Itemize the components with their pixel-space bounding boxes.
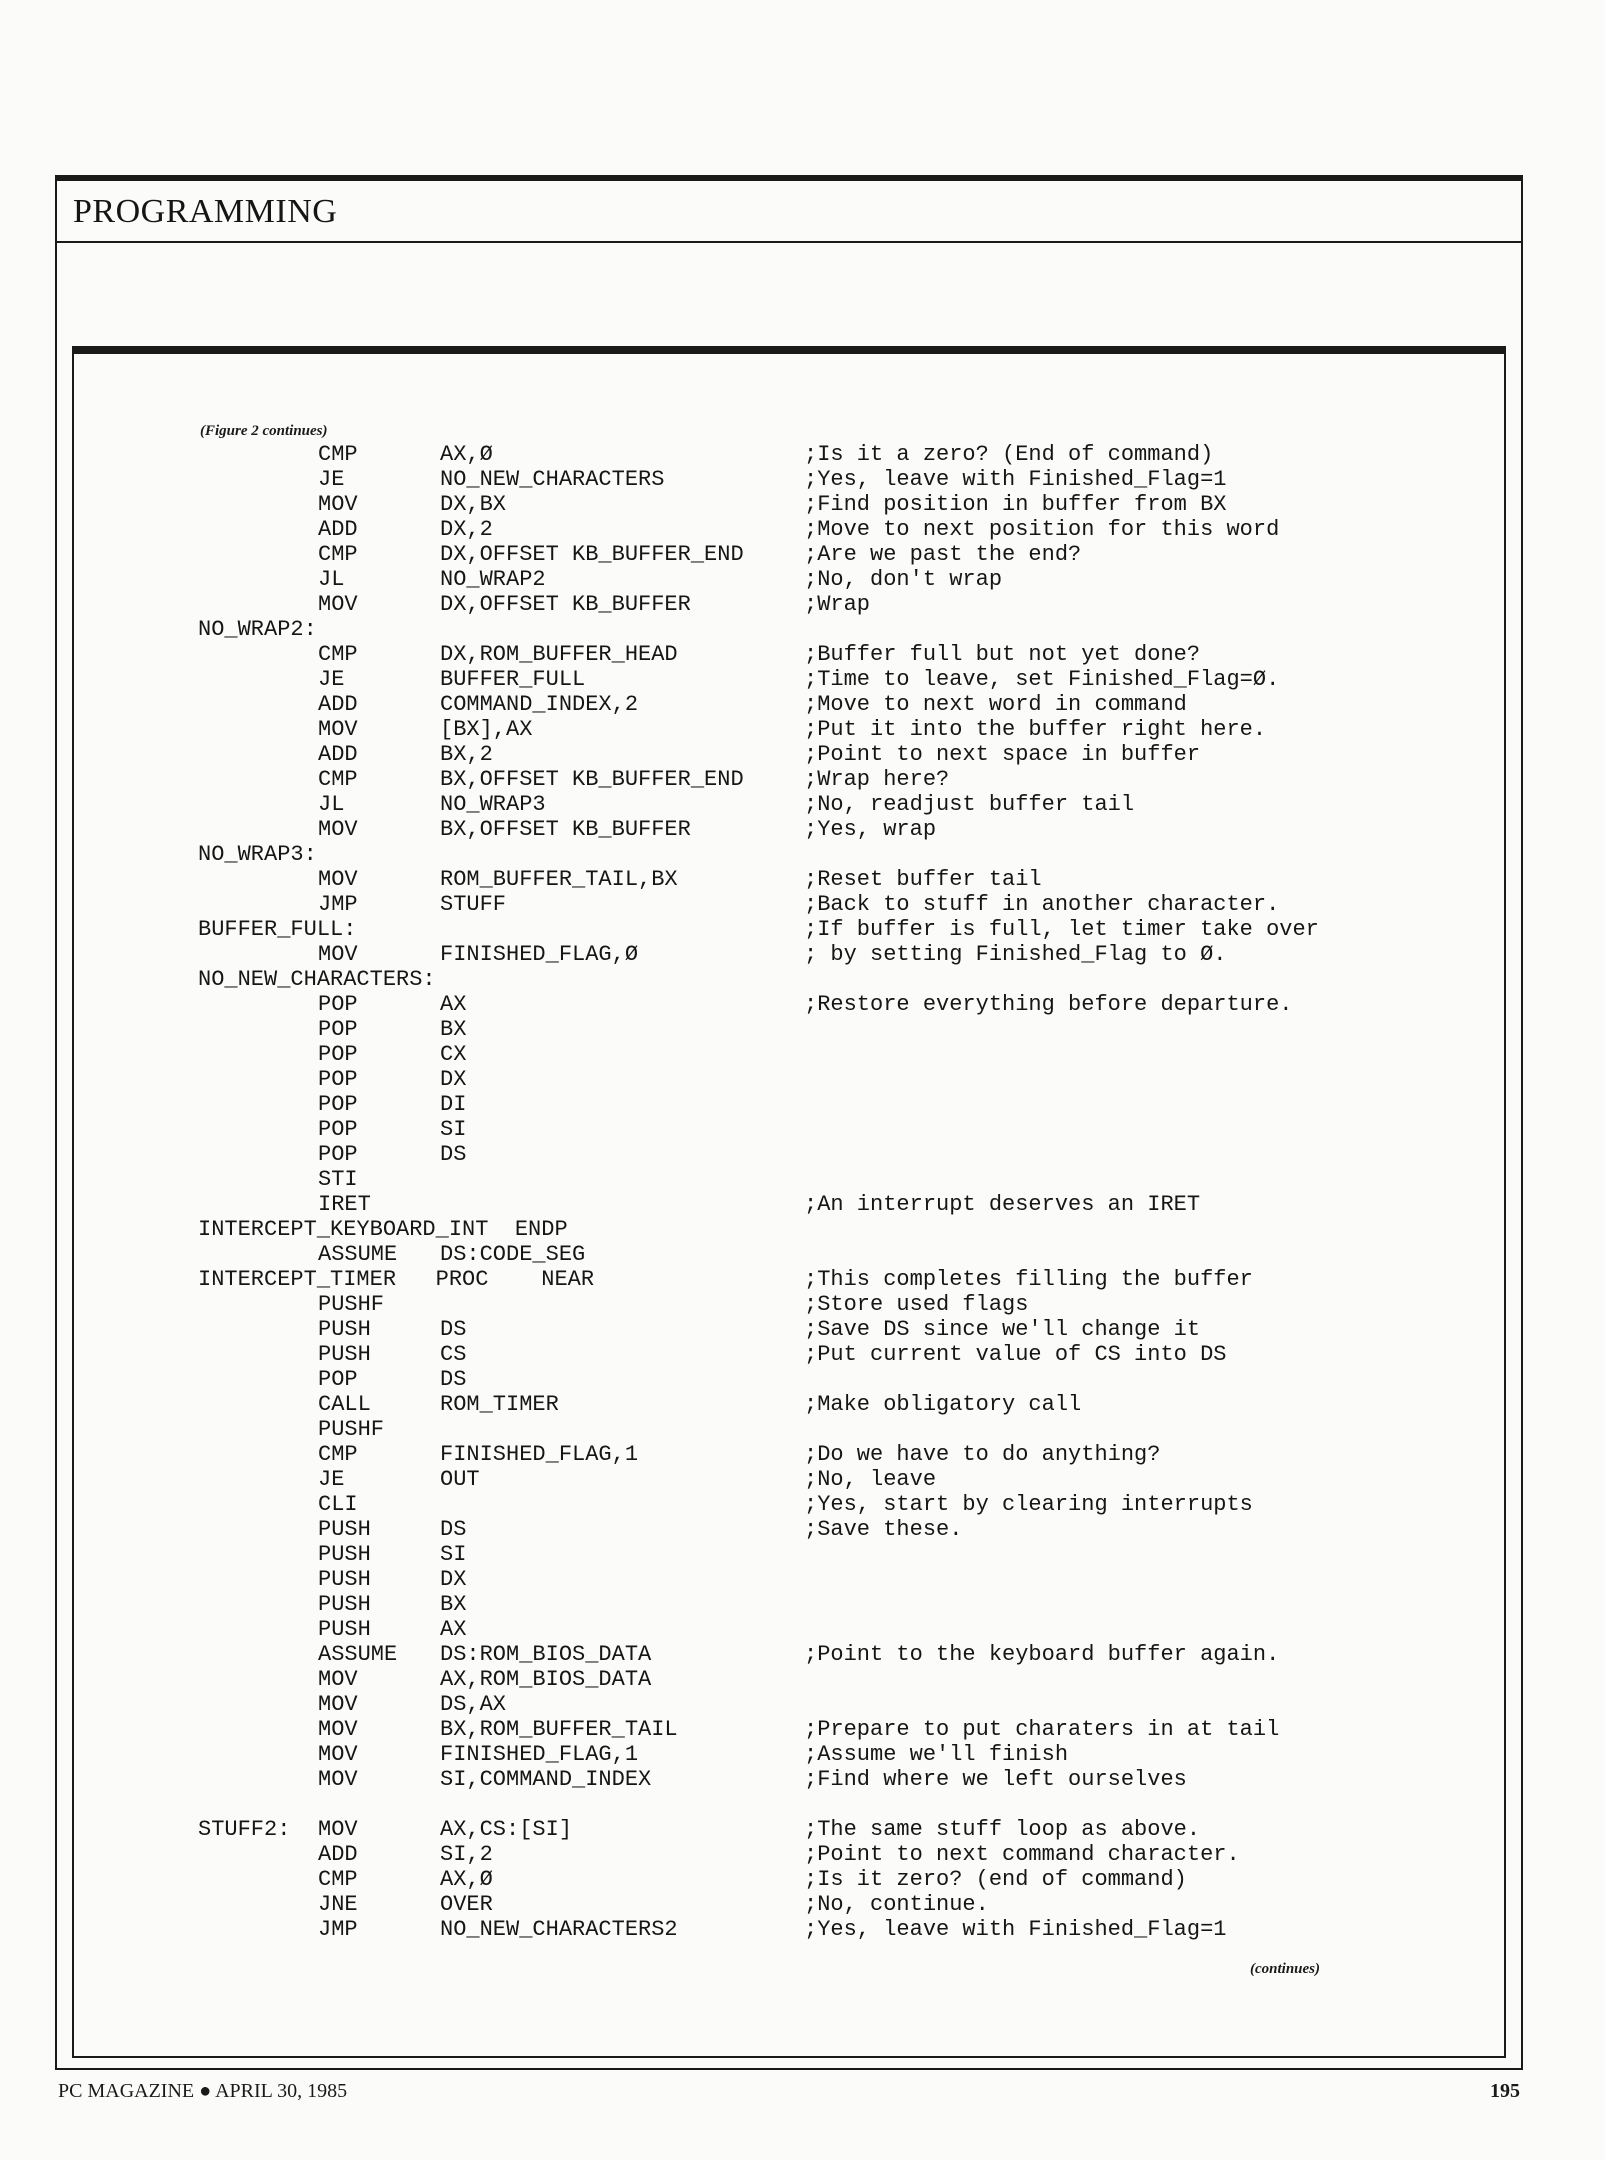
- code-line: [0, 1917, 1605, 1942]
- code-operand: NO_WRAP2: [440, 567, 546, 592]
- code-operand: BX,2: [440, 742, 493, 767]
- code-opcode: MOV: [318, 592, 358, 617]
- code-comment: ;The same stuff loop as above.: [804, 1817, 1201, 1842]
- code-operand: ROM_BUFFER_TAIL,BX: [440, 867, 678, 892]
- code-opcode: MOV: [318, 1767, 358, 1792]
- code-line: [0, 1467, 1605, 1492]
- code-operand: FINISHED_FLAG,1: [440, 1442, 639, 1467]
- code-operand: SI: [440, 1542, 467, 1567]
- code-operand: DI: [440, 1092, 467, 1117]
- code-operand: DX: [440, 1567, 467, 1592]
- code-line: [0, 1317, 1605, 1342]
- code-operand: DX,OFFSET KB_BUFFER_END: [440, 542, 744, 567]
- code-opcode: MOV: [318, 817, 358, 842]
- code-operand: FINISHED_FLAG,1: [440, 1742, 639, 1767]
- code-line: [0, 967, 1605, 992]
- code-opcode: CMP: [318, 1867, 358, 1892]
- code-operand: BX: [440, 1017, 467, 1042]
- code-opcode: MOV: [318, 1667, 358, 1692]
- code-comment: ;Are we past the end?: [804, 542, 1082, 567]
- code-operand: BX,ROM_BUFFER_TAIL: [440, 1717, 678, 1742]
- code-operand: AX,ROM_BIOS_DATA: [440, 1667, 652, 1692]
- code-label: INTERCEPT_KEYBOARD_INT ENDP: [198, 1217, 568, 1242]
- code-comment: ;Is it zero? (end of command): [804, 1867, 1187, 1892]
- continues-caption: (continues): [1250, 1961, 1321, 1977]
- code-comment: ;Buffer full but not yet done?: [804, 642, 1201, 667]
- code-line: [0, 1542, 1605, 1567]
- code-line: [0, 1717, 1605, 1742]
- figure-caption: (Figure 2 continues): [200, 423, 328, 439]
- code-line: [0, 817, 1605, 842]
- code-opcode: PUSH: [318, 1517, 371, 1542]
- code-operand: DX,BX: [440, 492, 507, 517]
- code-comment: ;An interrupt deserves an IRET: [804, 1192, 1201, 1217]
- code-line: [0, 1567, 1605, 1592]
- code-line: [0, 1242, 1605, 1267]
- code-comment: ;No, continue.: [804, 1892, 989, 1917]
- code-line: [0, 1817, 1605, 1842]
- code-opcode: ADD: [318, 742, 358, 767]
- code-line: [0, 1342, 1605, 1367]
- code-comment: ;Find where we left ourselves: [804, 1767, 1187, 1792]
- code-label: NO_NEW_CHARACTERS:: [198, 967, 436, 992]
- code-line: [0, 442, 1605, 467]
- code-opcode: MOV: [318, 1817, 358, 1842]
- code-opcode: JE: [318, 467, 345, 492]
- code-opcode: PUSH: [318, 1342, 371, 1367]
- code-label: NO_WRAP2:: [198, 617, 317, 642]
- code-comment: ;Put current value of CS into DS: [804, 1342, 1227, 1367]
- code-operand: CX: [440, 1042, 467, 1067]
- code-operand: NO_WRAP3: [440, 792, 546, 817]
- code-line: [0, 1892, 1605, 1917]
- code-line: [0, 1092, 1605, 1117]
- code-operand: OUT: [440, 1467, 480, 1492]
- code-line: [0, 917, 1605, 942]
- code-operand: DS: [440, 1367, 467, 1392]
- code-opcode: JMP: [318, 1917, 358, 1942]
- code-comment: ;Point to next command character.: [804, 1842, 1240, 1867]
- code-line: [0, 1142, 1605, 1167]
- code-operand: BX: [440, 1592, 467, 1617]
- code-line: [0, 1117, 1605, 1142]
- code-comment: ;Move to next position for this word: [804, 517, 1280, 542]
- code-line: [0, 1442, 1605, 1467]
- code-line: [0, 742, 1605, 767]
- code-opcode: POP: [318, 1117, 358, 1142]
- code-operand: AX,Ø: [440, 442, 493, 467]
- code-line: [0, 1367, 1605, 1392]
- code-line: [0, 1192, 1605, 1217]
- code-operand: NO_NEW_CHARACTERS: [440, 467, 665, 492]
- code-comment: ; by setting Finished_Flag to Ø.: [804, 942, 1227, 967]
- code-comment: ;No, don't wrap: [804, 567, 1003, 592]
- code-opcode: PUSH: [318, 1567, 371, 1592]
- code-line: [0, 942, 1605, 967]
- code-opcode: MOV: [318, 492, 358, 517]
- code-opcode: ADD: [318, 692, 358, 717]
- code-opcode: JL: [318, 792, 345, 817]
- code-operand: DS: [440, 1517, 467, 1542]
- code-comment: ;Put it into the buffer right here.: [804, 717, 1267, 742]
- code-opcode: POP: [318, 992, 358, 1017]
- code-line: [0, 1267, 1605, 1292]
- code-label: INTERCEPT_TIMER PROC NEAR: [198, 1267, 595, 1292]
- code-line: [0, 1642, 1605, 1667]
- code-operand: CS: [440, 1342, 467, 1367]
- code-opcode: ASSUME: [318, 1242, 398, 1267]
- code-comment: ;No, leave: [804, 1467, 937, 1492]
- code-opcode: CMP: [318, 442, 358, 467]
- code-opcode: MOV: [318, 717, 358, 742]
- code-line: [0, 1392, 1605, 1417]
- code-line: [0, 892, 1605, 917]
- code-comment: ;Back to stuff in another character.: [804, 892, 1280, 917]
- code-opcode: PUSHF: [318, 1417, 385, 1442]
- code-line: [0, 592, 1605, 617]
- code-comment: ;Yes, leave with Finished_Flag=1: [804, 1917, 1227, 1942]
- code-comment: ;Save these.: [804, 1517, 963, 1542]
- code-opcode: POP: [318, 1092, 358, 1117]
- code-comment: ;Make obligatory call: [804, 1392, 1082, 1417]
- code-line: [0, 1017, 1605, 1042]
- code-opcode: POP: [318, 1017, 358, 1042]
- code-opcode: POP: [318, 1042, 358, 1067]
- code-line: [0, 992, 1605, 1017]
- code-operand: DX,ROM_BUFFER_HEAD: [440, 642, 678, 667]
- code-comment: ;Wrap here?: [804, 767, 950, 792]
- code-opcode: CMP: [318, 542, 358, 567]
- code-opcode: PUSH: [318, 1617, 371, 1642]
- code-operand: SI,COMMAND_INDEX: [440, 1767, 652, 1792]
- code-line: [0, 792, 1605, 817]
- code-comment: ;If buffer is full, let timer take over: [804, 917, 1319, 942]
- code-opcode: ASSUME: [318, 1642, 398, 1667]
- code-comment: ;Move to next word in command: [804, 692, 1187, 717]
- magazine-footer: PC MAGAZINE ● APRIL 30, 1985: [58, 2080, 348, 2102]
- section-title: PROGRAMMING: [73, 193, 338, 230]
- code-opcode: MOV: [318, 942, 358, 967]
- code-line: [0, 467, 1605, 492]
- code-opcode: JE: [318, 1467, 345, 1492]
- page-number: 195: [1490, 2080, 1520, 2102]
- code-opcode: PUSH: [318, 1317, 371, 1342]
- code-comment: ;Yes, wrap: [804, 817, 937, 842]
- code-opcode: IRET: [318, 1192, 371, 1217]
- code-comment: ;Is it a zero? (End of command): [804, 442, 1214, 467]
- code-line: [0, 1517, 1605, 1542]
- code-operand: [BX],AX: [440, 717, 533, 742]
- code-comment: ;This completes filling the buffer: [804, 1267, 1253, 1292]
- code-line: [0, 492, 1605, 517]
- code-label: BUFFER_FULL:: [198, 917, 357, 942]
- code-comment: ;Yes, start by clearing interrupts: [804, 1492, 1253, 1517]
- code-line: [0, 1692, 1605, 1717]
- code-opcode: JNE: [318, 1892, 358, 1917]
- code-line: [0, 1217, 1605, 1242]
- code-opcode: ADD: [318, 1842, 358, 1867]
- code-operand: BUFFER_FULL: [440, 667, 586, 692]
- code-line: [0, 1417, 1605, 1442]
- code-operand: STUFF: [440, 892, 507, 917]
- code-opcode: POP: [318, 1067, 358, 1092]
- code-comment: ;Save DS since we'll change it: [804, 1317, 1201, 1342]
- code-opcode: JL: [318, 567, 345, 592]
- code-line: [0, 1042, 1605, 1067]
- code-comment: ;Point to next space in buffer: [804, 742, 1201, 767]
- code-opcode: CMP: [318, 1442, 358, 1467]
- code-label: STUFF2:: [198, 1817, 291, 1842]
- code-operand: AX,CS:[SI]: [440, 1817, 573, 1842]
- code-line: [0, 1867, 1605, 1892]
- code-line: [0, 842, 1605, 867]
- code-line: [0, 1167, 1605, 1192]
- code-comment: ;Prepare to put charaters in at tail: [804, 1717, 1280, 1742]
- code-opcode: MOV: [318, 1692, 358, 1717]
- code-operand: DX,OFFSET KB_BUFFER: [440, 592, 691, 617]
- code-line: [0, 1617, 1605, 1642]
- code-line: [0, 517, 1605, 542]
- code-operand: OVER: [440, 1892, 493, 1917]
- code-line: [0, 567, 1605, 592]
- code-operand: ROM_TIMER: [440, 1392, 559, 1417]
- code-line: [0, 1667, 1605, 1692]
- code-opcode: MOV: [318, 867, 358, 892]
- code-line: [0, 1067, 1605, 1092]
- code-line: [0, 1842, 1605, 1867]
- code-label: NO_WRAP3:: [198, 842, 317, 867]
- code-line: [0, 642, 1605, 667]
- code-comment: ;Wrap: [804, 592, 871, 617]
- code-opcode: PUSH: [318, 1542, 371, 1567]
- code-line: [0, 717, 1605, 742]
- code-opcode: JMP: [318, 892, 358, 917]
- code-listing: [0, 442, 1605, 1962]
- code-line: [0, 617, 1605, 642]
- code-opcode: JE: [318, 667, 345, 692]
- code-opcode: POP: [318, 1142, 358, 1167]
- code-line: [0, 542, 1605, 567]
- code-opcode: PUSH: [318, 1592, 371, 1617]
- code-opcode: STI: [318, 1167, 358, 1192]
- code-operand: AX,Ø: [440, 1867, 493, 1892]
- code-comment: ;Do we have to do anything?: [804, 1442, 1161, 1467]
- code-line: [0, 1742, 1605, 1767]
- code-line: [0, 867, 1605, 892]
- code-operand: DS:CODE_SEG: [440, 1242, 586, 1267]
- code-comment: ;Reset buffer tail: [804, 867, 1042, 892]
- code-operand: DS:ROM_BIOS_DATA: [440, 1642, 652, 1667]
- code-operand: DX,2: [440, 517, 493, 542]
- code-line: [0, 1492, 1605, 1517]
- code-operand: DS,AX: [440, 1692, 507, 1717]
- code-opcode: CMP: [318, 642, 358, 667]
- code-line: [0, 667, 1605, 692]
- code-line: [0, 767, 1605, 792]
- code-operand: AX: [440, 1617, 467, 1642]
- code-opcode: CMP: [318, 767, 358, 792]
- code-comment: ;Yes, leave with Finished_Flag=1: [804, 467, 1227, 492]
- code-operand: BX,OFFSET KB_BUFFER_END: [440, 767, 744, 792]
- code-opcode: ADD: [318, 517, 358, 542]
- code-comment: ;Point to the keyboard buffer again.: [804, 1642, 1280, 1667]
- code-comment: ;Assume we'll finish: [804, 1742, 1069, 1767]
- code-line: [0, 1767, 1605, 1792]
- code-opcode: CLI: [318, 1492, 358, 1517]
- code-operand: SI: [440, 1117, 467, 1142]
- code-operand: NO_NEW_CHARACTERS2: [440, 1917, 678, 1942]
- code-operand: DS: [440, 1317, 467, 1342]
- code-comment: ;No, readjust buffer tail: [804, 792, 1135, 817]
- code-comment: ;Store used flags: [804, 1292, 1029, 1317]
- code-operand: AX: [440, 992, 467, 1017]
- code-opcode: CALL: [318, 1392, 371, 1417]
- code-opcode: POP: [318, 1367, 358, 1392]
- code-operand: SI,2: [440, 1842, 493, 1867]
- code-opcode: MOV: [318, 1742, 358, 1767]
- code-line: [0, 692, 1605, 717]
- code-comment: ;Restore everything before departure.: [804, 992, 1293, 1017]
- code-operand: DX: [440, 1067, 467, 1092]
- section-header: [57, 181, 1521, 243]
- code-line: [0, 1592, 1605, 1617]
- code-operand: BX,OFFSET KB_BUFFER: [440, 817, 691, 842]
- code-line: [0, 1292, 1605, 1317]
- code-operand: COMMAND_INDEX,2: [440, 692, 639, 717]
- code-operand: FINISHED_FLAG,Ø: [440, 942, 639, 967]
- code-comment: ;Find position in buffer from BX: [804, 492, 1227, 517]
- code-opcode: MOV: [318, 1717, 358, 1742]
- code-line: [0, 1792, 1605, 1817]
- code-operand: DS: [440, 1142, 467, 1167]
- code-comment: ;Time to leave, set Finished_Flag=Ø.: [804, 667, 1280, 692]
- code-opcode: PUSHF: [318, 1292, 385, 1317]
